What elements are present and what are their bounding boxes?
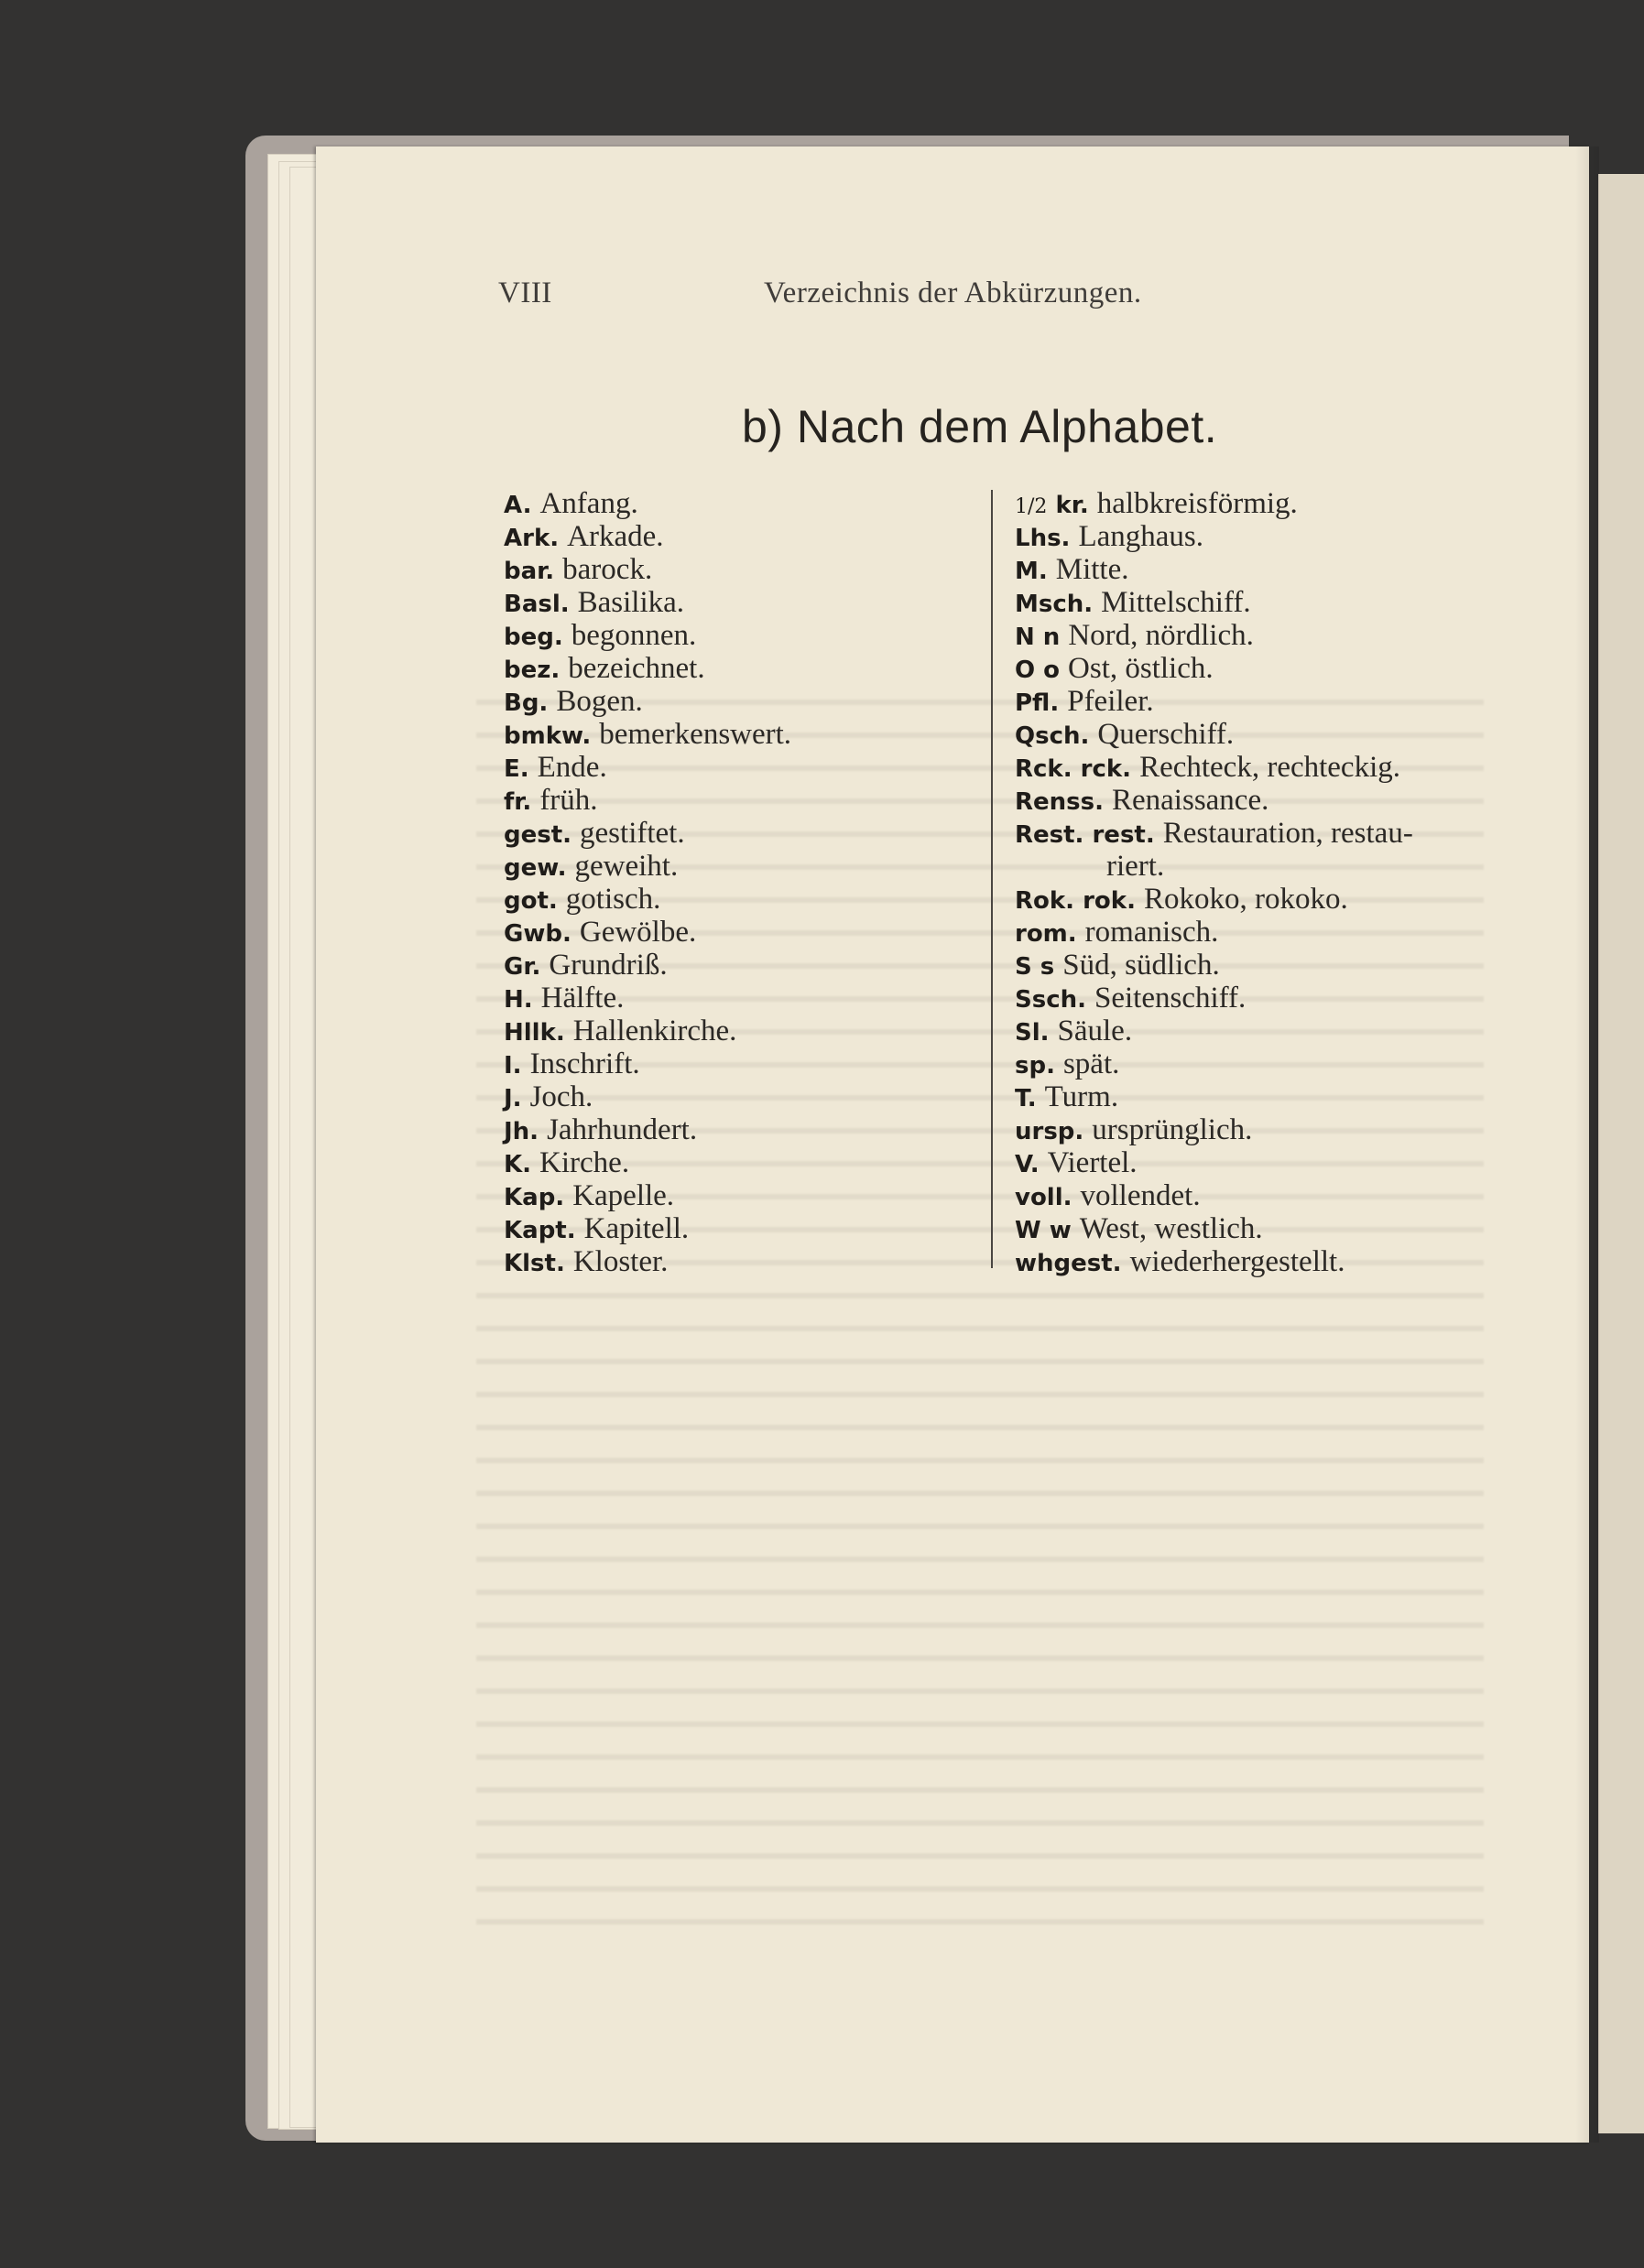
list-item bbox=[1015, 949, 1491, 982]
list-item bbox=[504, 520, 980, 553]
abbreviation: Bg. bbox=[504, 689, 549, 717]
list-item bbox=[504, 1015, 980, 1047]
meaning: begonnen. bbox=[571, 619, 697, 652]
meaning: Inschrift. bbox=[529, 1047, 640, 1080]
list-item bbox=[1015, 1179, 1491, 1212]
abbreviation: beg. bbox=[504, 624, 563, 651]
list-item bbox=[504, 1080, 980, 1113]
meaning: Langhaus. bbox=[1078, 520, 1203, 553]
abbreviation: Qsch. bbox=[1015, 722, 1090, 750]
meaning: romanisch. bbox=[1084, 916, 1219, 949]
abbreviation: K. bbox=[504, 1151, 532, 1178]
meaning: Kapitell. bbox=[583, 1212, 690, 1245]
abbreviation: Gr. bbox=[504, 953, 541, 981]
meaning: vollendet. bbox=[1080, 1179, 1201, 1212]
meaning: Mittelschiff. bbox=[1101, 586, 1251, 619]
abbreviation: N n bbox=[1015, 624, 1061, 651]
meaning: bezeichnet. bbox=[568, 652, 705, 685]
meaning: Pfeiler. bbox=[1067, 685, 1154, 718]
list-item bbox=[504, 487, 980, 520]
list-item bbox=[504, 883, 980, 916]
meaning: gotisch. bbox=[565, 883, 661, 916]
meaning: West, westlich. bbox=[1079, 1212, 1263, 1245]
list-item bbox=[504, 850, 980, 883]
meaning: gestiftet. bbox=[580, 817, 685, 850]
abbreviation: W w bbox=[1015, 1217, 1072, 1244]
meaning: Bogen. bbox=[556, 685, 643, 718]
abbreviation: A. bbox=[504, 492, 532, 519]
meaning: Seitenschiff. bbox=[1094, 982, 1247, 1015]
abbreviation: bez. bbox=[504, 657, 561, 684]
abbreviation: Rok. rok. bbox=[1015, 887, 1136, 915]
list-item bbox=[1015, 619, 1491, 652]
running-title: Verzeichnis der Abkürzungen. bbox=[764, 277, 1142, 309]
meaning: geweiht. bbox=[574, 850, 679, 883]
abbreviation: Jh. bbox=[504, 1118, 539, 1145]
abbreviation: whgest. bbox=[1015, 1250, 1122, 1277]
abbreviation: bmkw. bbox=[504, 722, 592, 750]
list-item bbox=[1015, 916, 1491, 949]
meaning: Ende. bbox=[537, 751, 607, 784]
list-item bbox=[504, 685, 980, 718]
abbreviation: voll. bbox=[1015, 1184, 1072, 1211]
meaning: Rokoko, rokoko. bbox=[1143, 883, 1348, 916]
abbreviation: S s bbox=[1015, 953, 1055, 981]
abbreviation: 1/2 kr. bbox=[1015, 492, 1089, 519]
meaning: früh. bbox=[539, 784, 598, 817]
running-header bbox=[498, 277, 1203, 313]
list-item bbox=[1015, 718, 1491, 751]
abbreviation-list-right bbox=[1015, 487, 1491, 1278]
meaning: bemerkenswert. bbox=[599, 718, 792, 751]
abbreviation: sp. bbox=[1015, 1052, 1055, 1080]
meaning: Grundriß. bbox=[549, 949, 668, 982]
list-item bbox=[1015, 1113, 1491, 1146]
abbreviation: Rest. rest. bbox=[1015, 821, 1155, 849]
meaning: Hallenkirche. bbox=[572, 1015, 737, 1047]
meaning: barock. bbox=[562, 553, 653, 586]
meaning: Basilika. bbox=[577, 586, 685, 619]
list-item bbox=[504, 718, 980, 751]
list-item bbox=[504, 949, 980, 982]
meaning: Kloster. bbox=[572, 1245, 669, 1278]
abbreviation: I. bbox=[504, 1052, 522, 1080]
abbreviation: Pfl. bbox=[1015, 689, 1060, 717]
list-item bbox=[504, 1113, 980, 1146]
abbreviation: Rck. rck. bbox=[1015, 755, 1132, 783]
fraction: 1/2 bbox=[1015, 495, 1048, 518]
abbreviation: O o bbox=[1015, 657, 1061, 684]
list-item bbox=[1015, 553, 1491, 586]
abbreviation: Lhs. bbox=[1015, 525, 1071, 552]
meaning: Mitte. bbox=[1055, 553, 1129, 586]
meaning: Renaissance. bbox=[1112, 784, 1269, 817]
list-item bbox=[1015, 652, 1491, 685]
abbreviation: Renss. bbox=[1015, 788, 1104, 816]
abbreviation-list-left bbox=[504, 487, 980, 1278]
list-item bbox=[504, 652, 980, 685]
abbreviation: gest. bbox=[504, 821, 572, 849]
list-item bbox=[1015, 1245, 1491, 1278]
list-item bbox=[1015, 487, 1491, 520]
gutter-shadow bbox=[1575, 146, 1599, 2143]
meaning: Anfang. bbox=[539, 487, 638, 520]
list-item bbox=[1015, 1047, 1491, 1080]
list-item bbox=[504, 751, 980, 784]
list-item bbox=[1015, 520, 1491, 553]
abbreviation: gew. bbox=[504, 854, 567, 882]
list-item bbox=[504, 586, 980, 619]
list-item bbox=[1015, 982, 1491, 1015]
list-item bbox=[1015, 1080, 1491, 1113]
list-item bbox=[1015, 751, 1491, 784]
abbreviation: Basl. bbox=[504, 591, 570, 618]
meaning: ursprünglich. bbox=[1092, 1113, 1253, 1146]
abbreviation: Kap. bbox=[504, 1184, 565, 1211]
list-item bbox=[504, 1146, 980, 1179]
abbreviation: Sl. bbox=[1015, 1019, 1050, 1047]
meaning: Viertel. bbox=[1047, 1146, 1138, 1179]
meaning: Ost, östlich. bbox=[1068, 652, 1214, 685]
meaning: Rechteck, rechteckig. bbox=[1139, 751, 1400, 784]
meaning: Hälfte. bbox=[540, 982, 625, 1015]
abbreviation: H. bbox=[504, 986, 533, 1014]
abbreviation: Kapt. bbox=[504, 1217, 576, 1244]
list-item bbox=[504, 817, 980, 850]
meaning: Restauration, restau- bbox=[1162, 817, 1413, 850]
list-item-continuation: riert. bbox=[1106, 850, 1165, 883]
abbreviation: Hllk. bbox=[504, 1019, 565, 1047]
list-item bbox=[504, 553, 980, 586]
meaning: spät. bbox=[1062, 1047, 1120, 1080]
list-item bbox=[1015, 1146, 1491, 1179]
meaning: Kapelle. bbox=[572, 1179, 675, 1212]
abbreviation: bar. bbox=[504, 558, 555, 585]
list-item bbox=[1015, 1015, 1491, 1047]
list-item bbox=[504, 1047, 980, 1080]
abbreviation: J. bbox=[504, 1085, 522, 1112]
list-item bbox=[1015, 685, 1491, 718]
abbreviation: rom. bbox=[1015, 920, 1077, 948]
list-item bbox=[504, 982, 980, 1015]
abbreviation: ursp. bbox=[1015, 1118, 1084, 1145]
meaning: Kirche. bbox=[539, 1146, 630, 1179]
list-item bbox=[504, 784, 980, 817]
abbreviation: got. bbox=[504, 887, 558, 915]
abbreviation: Gwb. bbox=[504, 920, 572, 948]
list-item bbox=[504, 1212, 980, 1245]
list-item bbox=[1015, 883, 1491, 916]
list-item bbox=[504, 619, 980, 652]
column-divider bbox=[991, 490, 993, 1268]
abbreviation: E. bbox=[504, 755, 529, 783]
meaning: Gewölbe. bbox=[579, 916, 697, 949]
abbreviation: Ssch. bbox=[1015, 986, 1086, 1014]
abbreviation: fr. bbox=[504, 788, 532, 816]
meaning: Joch. bbox=[529, 1080, 593, 1113]
abbreviation: Klst. bbox=[504, 1250, 565, 1277]
list-item bbox=[504, 1245, 980, 1278]
meaning: Arkade. bbox=[567, 520, 664, 553]
list-item bbox=[1015, 1212, 1491, 1245]
section-title: b) Nach dem Alphabet. bbox=[742, 401, 1218, 452]
list-item bbox=[1015, 586, 1491, 619]
abbreviation: Ark. bbox=[504, 525, 560, 552]
list-item bbox=[504, 916, 980, 949]
abbreviation: Msch. bbox=[1015, 591, 1094, 618]
facing-page-edge bbox=[1598, 174, 1644, 2133]
meaning: halbkreisförmig. bbox=[1096, 487, 1298, 520]
page-number: VIII bbox=[498, 277, 552, 309]
abbreviation: V. bbox=[1015, 1151, 1040, 1178]
abbreviation: M. bbox=[1015, 558, 1048, 585]
abbreviation: T. bbox=[1015, 1085, 1037, 1112]
meaning: Säule. bbox=[1057, 1015, 1133, 1047]
meaning: wiederhergestellt. bbox=[1129, 1245, 1345, 1278]
meaning: Jahrhundert. bbox=[547, 1113, 698, 1146]
meaning: Nord, nördlich. bbox=[1068, 619, 1254, 652]
meaning: Turm. bbox=[1044, 1080, 1119, 1113]
meaning: Süd, südlich. bbox=[1062, 949, 1220, 982]
list-item bbox=[1015, 817, 1491, 850]
list-item bbox=[1015, 784, 1491, 817]
list-item bbox=[504, 1179, 980, 1212]
meaning: Querschiff. bbox=[1097, 718, 1235, 751]
